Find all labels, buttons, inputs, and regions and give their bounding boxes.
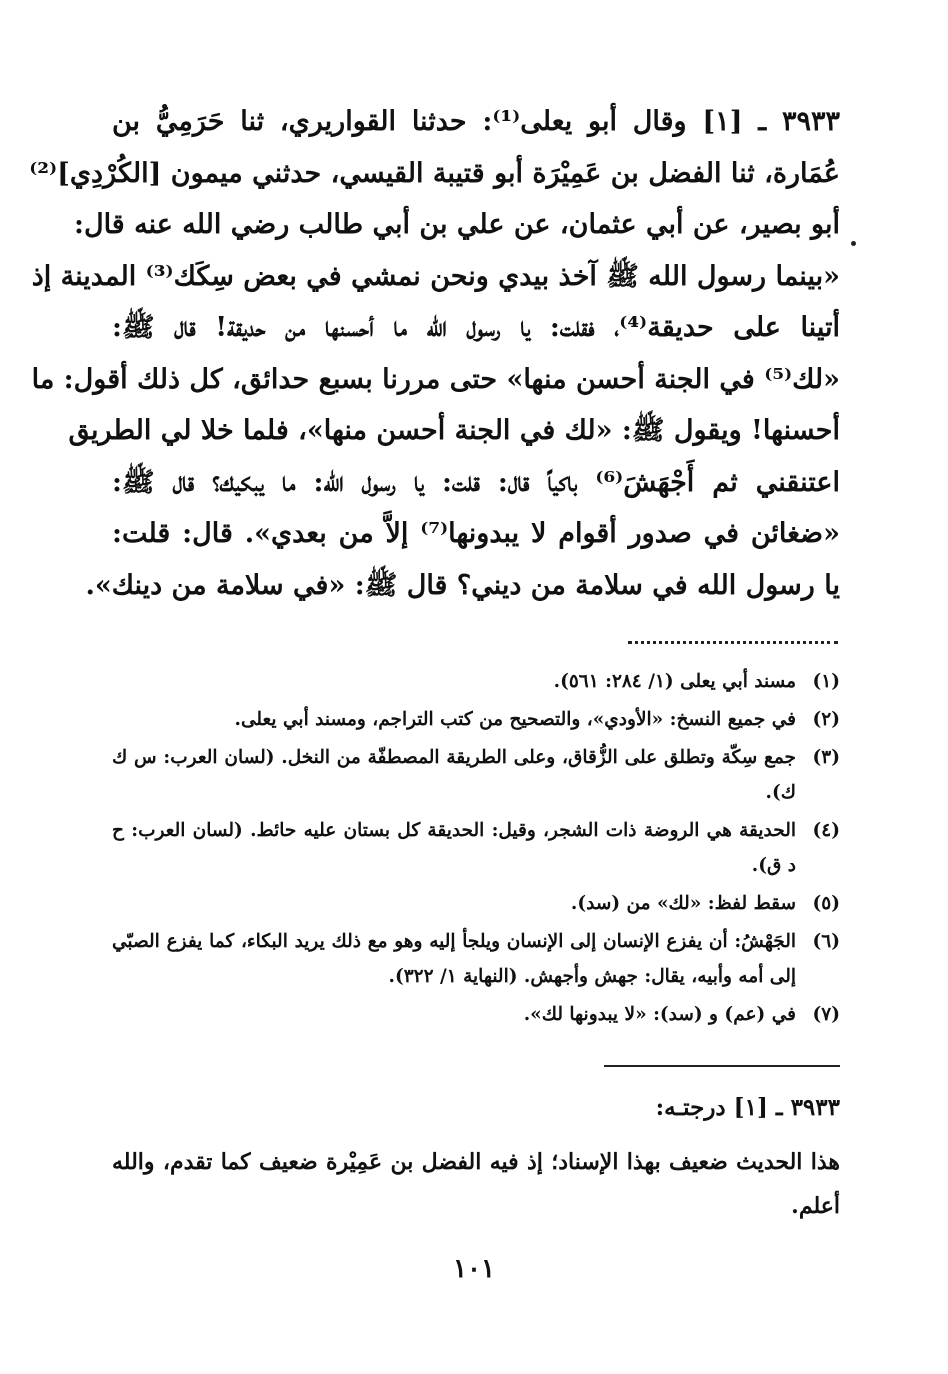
footnote-text: في جميع النسخ: «الأودي»، والتصحيح من كتب التراجم، ومسند أبي يعلى. — [234, 709, 796, 730]
footnote-text: سقط لفظ: «لك» من (سد). — [570, 893, 796, 914]
footnote-number: (١) — [812, 671, 840, 692]
grading-separator — [604, 1065, 840, 1067]
hadith-line: أحسنها! ويقول ﷺ: «لك في الجنة أحسن منها»، فلما خلا لي الطريق — [68, 415, 840, 446]
footnote-number: (٣) — [812, 747, 840, 768]
footnote — [112, 702, 840, 737]
footnote-text: مسند أبي يعلى (١/ ٢٨٤: ٥٦١). — [553, 671, 796, 692]
footnote-text: الجَهْشُ: أن يفزع الإنسان إلى الإنسان ويلجأ إليه وهو مع ذلك يريد البكاء، كما يفزع الصبّي إلى أمه وأبيه، يقال: جهش وأجهش. (النهاية ١/ ٣٢٢). — [112, 931, 796, 987]
grading-heading: ٣٩٣٣ ـ [١] درجتـه: — [655, 1094, 840, 1121]
footnote-separator — [628, 641, 838, 644]
footnotes — [112, 664, 840, 1035]
hadith-line: اعتنقني ثم أَجْهَشَ⁽⁶⁾ باكياً قال: قلت: يا رسول الله: ما يبكيك؟ قال ﷺ: — [112, 466, 840, 498]
hadith-text — [29, 96, 840, 611]
footnote — [112, 740, 840, 810]
footnote — [112, 997, 840, 1032]
footnote-text: في (عم) و (سد): «لا يبدونها لك». — [523, 1004, 796, 1025]
footnote-number: (٢) — [812, 709, 840, 730]
hadith-line: أبو بصير، عن أبي عثمان، عن علي بن أبي طالب رضي الله عنه قال: — [74, 209, 840, 240]
hadith-line: «بينما رسول الله ﷺ آخذ بيدي ونحن نمشي في بعض سِكَك⁽³⁾ المدينة إذ — [31, 260, 840, 292]
hadith-line: «لك⁽⁵⁾ في الجنة أحسن منها» حتى مررنا بسبع حدائق، كل ذلك أقول: ما — [31, 363, 840, 395]
footnote-number: (٦) — [812, 931, 840, 952]
hadith-line: يا رسول الله في سلامة من ديني؟ قال ﷺ: «في سلامة من دينك». — [85, 569, 840, 601]
hadith-line: «ضغائن في صدور أقوام لا يبدونها⁽⁷⁾ إلاَّ من بعدي». قال: قلت: — [112, 518, 840, 549]
margin-mark — [851, 241, 856, 246]
hadith-line: أتينا على حديقة⁽⁴⁾، فقلت: يا رسول الله ما أحسنها من حديقة! قال ﷺ: — [112, 312, 840, 343]
footnote-text: جمع سِكّة وتطلق على الزُّقاق، وعلى الطريقة المصطفّة من النخل. (لسان العرب: س ك ك). — [112, 747, 796, 803]
footnote-number: (٤) — [812, 820, 840, 841]
footnote — [112, 924, 840, 994]
footnote — [112, 664, 840, 699]
hadith-line: ٣٩٣٣ ـ [١] وقال أبو يعلى⁽¹⁾: حدثنا القواريري، ثنا حَرَمِيُّ بن — [112, 106, 840, 137]
footnote-number: (٥) — [812, 893, 840, 914]
footnote — [112, 813, 840, 883]
hadith-line: عُمَارة، ثنا الفضل بن عَمِيْرَة أبو قتيبة القيسي، حدثني ميمون [الكُرْدِي]⁽²⁾ — [29, 157, 840, 189]
grading-text: هذا الحديث ضعيف بهذا الإسناد؛ إذ فيه الفضل بن عَمِيْرة ضعيف كما تقدم، والله أعلم. — [112, 1149, 840, 1219]
footnote-text: الحديقة هي الروضة ذات الشجر، وقيل: الحديقة كل بستان عليه حائط. (لسان العرب: ح د ق). — [112, 820, 796, 876]
footnote-number: (٧) — [812, 1004, 840, 1025]
page-number: ١٠١ — [453, 1254, 495, 1284]
footnote — [112, 886, 840, 921]
